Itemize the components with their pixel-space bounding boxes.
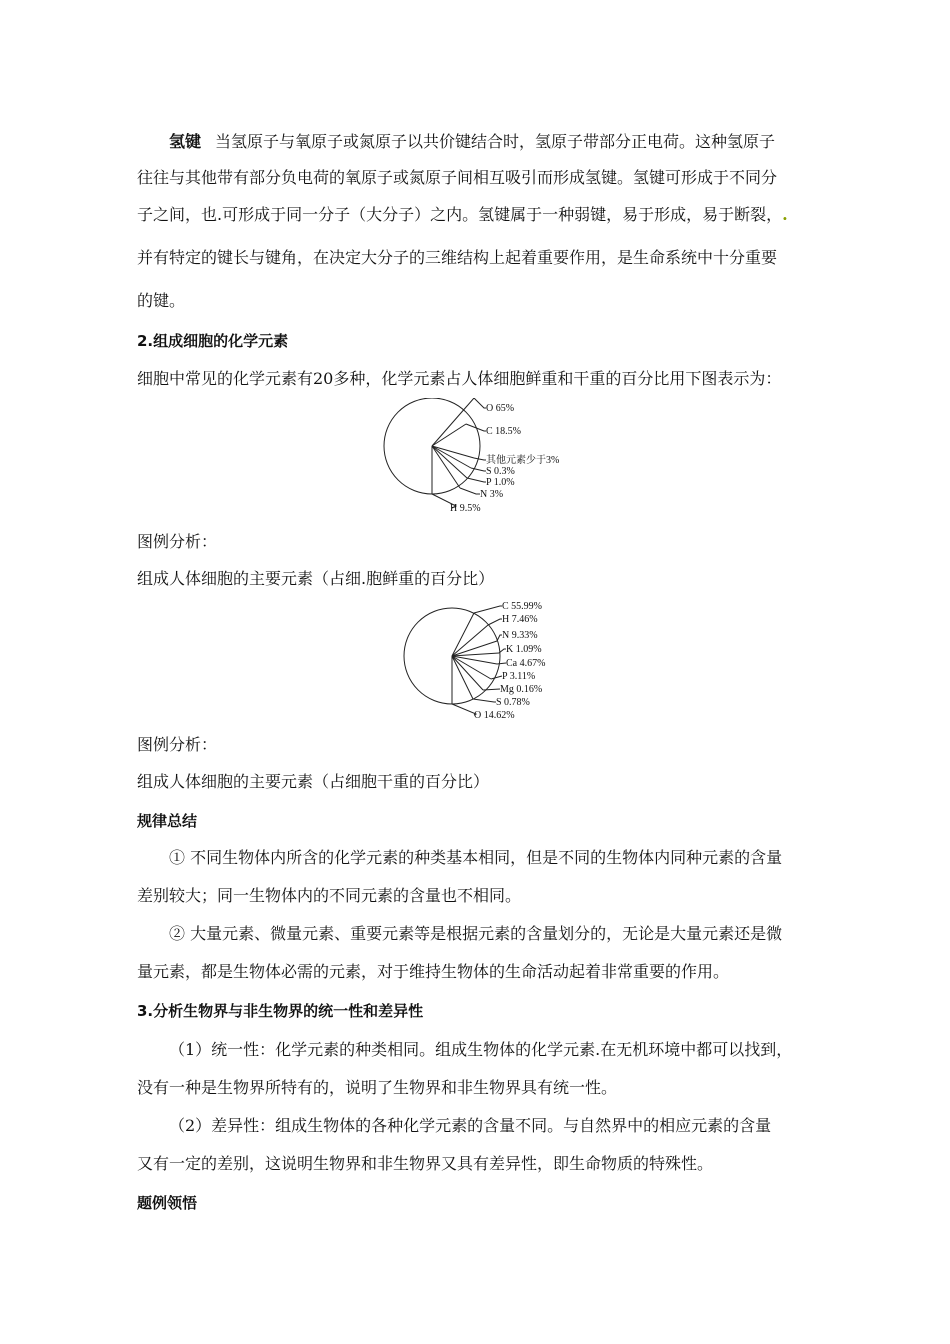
- pie1-slice-edge-o: [432, 398, 474, 446]
- pie2-leader-mg: [483, 689, 500, 690]
- pie1-label-c: C 18.5%: [486, 426, 521, 437]
- pie2-label-k: K 1.09%: [506, 644, 542, 655]
- pie2-leader-o: [452, 704, 476, 715]
- pie2-leader-s: [473, 699, 496, 702]
- section3-p1-line1: （1）统一性：化学元素的种类相同。组成生物体的化学元素.在无机环境中都可以找到，: [169, 1040, 793, 1059]
- pie1-leader-o: [474, 398, 486, 408]
- legend-1: 图例分析：: [137, 532, 218, 551]
- caption-2: 组成人体细胞的主要元素（占细胞干重的百分比）: [137, 772, 490, 791]
- examples-heading: 题例领悟: [137, 1194, 198, 1212]
- section2-heading: 2.组成细胞的化学元素: [137, 332, 289, 350]
- hbond-term: 氢键: [169, 132, 202, 151]
- pie1-label-s: S 0.3%: [486, 466, 515, 477]
- pie2-leader-p: [491, 676, 502, 679]
- summary-p1-line2: 差别较大；同一生物体内的不同元素的含量也不相同。: [137, 886, 522, 905]
- hbond-line-2: 往往与其他带有部分负电荷的氧原子或氮原子间相互吸引而形成氢键。氢键可形成于不同分: [137, 168, 778, 187]
- summary-heading: 规律总结: [137, 812, 198, 830]
- pie2-label-c: C 55.99%: [502, 601, 542, 612]
- pie2-label-s: S 0.78%: [496, 697, 530, 708]
- pie1-leader-p: [467, 478, 486, 482]
- caption-1: 组成人体细胞的主要元素（占细.胞鲜重的百分比）: [137, 569, 495, 588]
- section3-p2-line1: （2）差异性：组成生物体的各种化学元素的含量不同。与自然界中的相应元素的含量: [169, 1116, 772, 1135]
- section3-p1-line2: 没有一种是生物界所特有的，说明了生物界和非生物界具有统一性。: [137, 1078, 618, 1097]
- hbond-line-3: 子之间，也.可形成于同一分子（大分子）之内。氢键属于一种弱键，易于形成，易于断裂，.: [137, 205, 788, 224]
- pie2-label-o: O 14.62%: [474, 710, 515, 721]
- pie-chart-dry: [400, 598, 600, 722]
- pie1-slice-edge-s: [432, 446, 471, 468]
- hbond-mark: .: [782, 205, 788, 224]
- hbond-line-4: 并有特定的键长与键角，在决定大分子的三维结构上起着重要作用，是生命系统中十分重要: [137, 248, 778, 267]
- hbond-line-5: 的键。: [137, 291, 186, 310]
- section3-p2-line2: 又有一定的差别，这说明生物界和非生物界又具有差异性，即生命物质的特殊性。: [137, 1154, 714, 1173]
- pie2-leader-ca: [497, 663, 506, 664]
- pie1-leader-其他元素: [474, 458, 486, 460]
- pie2-label-n: N 9.33%: [502, 630, 538, 641]
- pie2-leader-h: [488, 619, 502, 625]
- pie2-label-h: H 7.46%: [502, 614, 538, 625]
- section3-heading: 3.分析生物界与非生物界的统一性和差异性: [137, 1002, 424, 1020]
- pie1-leader-c: [466, 424, 486, 431]
- pie2-label-p: P 3.11%: [502, 671, 536, 682]
- pie1-label-o: O 65%: [486, 403, 515, 414]
- pie2-slice-edge-h: [452, 625, 488, 656]
- pie1-label-n: N 3%: [480, 489, 504, 500]
- pie1-leader-n: [460, 488, 480, 494]
- hbond-line-1: 氢键 当氢原子与氧原子或氮原子以共价键结合时，氢原子带部分正电荷。这种氢原子: [169, 132, 776, 151]
- pie1-label-p: P 1.0%: [486, 477, 515, 488]
- pie2-label-ca: Ca 4.67%: [506, 658, 546, 669]
- summary-p1-line1: ① 不同生物体内所含的化学元素的种类基本相同，但是不同的生物体内同种元素的含量: [169, 848, 783, 867]
- summary-p2-line2: 量元素，都是生物体必需的元素，对于维持生物体的生命活动起着非常重要的作用。: [137, 962, 730, 981]
- legend-2: 图例分析：: [137, 735, 218, 754]
- section2-intro: 细胞中常见的化学元素有20多种，化学元素占人体细胞鲜重和干重的百分比用下图表示为：: [137, 369, 782, 388]
- pie1-label-其他元素: 其他元素少于3%: [486, 455, 560, 466]
- pie2-leader-c: [474, 606, 502, 613]
- pie-chart-fresh: [380, 398, 580, 518]
- pie2-label-mg: Mg 0.16%: [500, 684, 543, 695]
- pie1-label-h: H 9.5%: [450, 503, 481, 514]
- summary-p2-line1: ② 大量元素、微量元素、重要元素等是根据元素的含量划分的，无论是大量元素还是微: [169, 924, 783, 943]
